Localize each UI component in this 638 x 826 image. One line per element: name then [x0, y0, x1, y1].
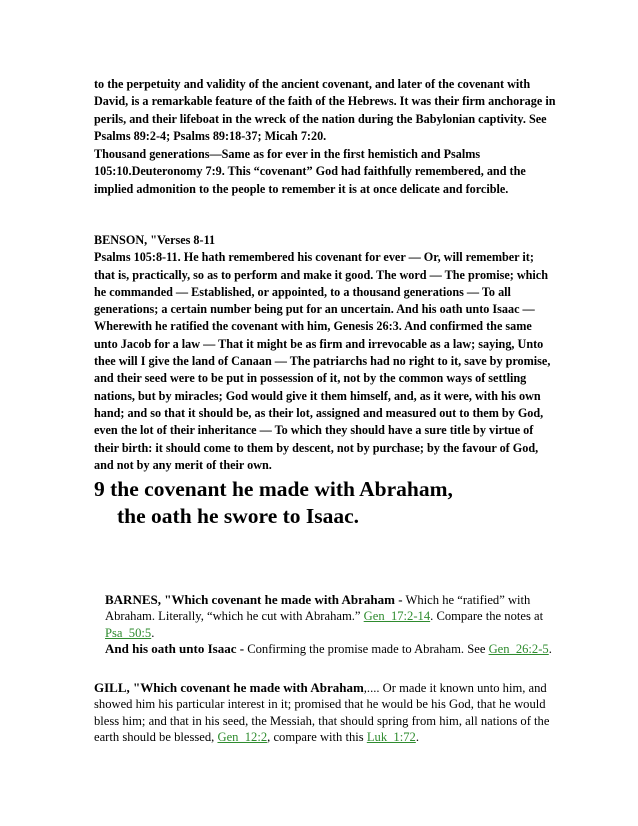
reference-link-psa-50[interactable]: Psa_50:5: [105, 625, 152, 640]
barnes-paragraph-2: [94, 641, 564, 657]
barnes-text-5: .: [548, 642, 552, 657]
benson-heading: BENSON, "Verses 8-11: [94, 233, 216, 247]
barnes-lead: BARNES, "Which covenant he made with Abraham -: [105, 592, 403, 607]
barnes-paragraph-1: [94, 592, 564, 641]
reference-link-gen-17[interactable]: Gen_17:2-14: [363, 609, 431, 624]
benson-body: Psalms 105:8-11. He hath remembered his covenant for ever — Or, will remember it; that is, practically, so as to perform and make it good. The word — The promise; which he commanded — Established, or appointed, to a thousand generations — To all generations; a certain number being put for an uncertain. And his oath unto Isaac — Wherewith he ratified the covenant with him, Genesis 26:3. And confirmed the same unto Jacob for a law — That it might be as firm and irrevocable as a law; saying, Unto thee will I give the land of Canaan — The patriarchs had no right to it, save by promise, and their seed were to be put in possession of it, not by the common ways of settling nations, but by miracles; God would give it them himself, and, as it were, with his own hand; and so that it should be, as their lot, assigned and measured out to them by God, even the lot of their inheritance — To which they should have a sure title by virtue of their birth: it should come to them by descent, not by purchase; by the favour of God, and not by any merit of their own.: [94, 250, 551, 472]
barnes-text-4: Confirming the promise made to Abraham. See: [244, 642, 489, 657]
barnes-text-1: Which he “ratified” with Abraham. Literally, “which he cut with Abraham.”: [105, 593, 531, 624]
gill-commentary: [94, 680, 564, 746]
gill-text-1: ,.... Or made it known unto him, and showed him his particular interest in it; promised that he would be his God, that he would bless him; and that in his seed, the Messiah, that should spring from him, all nations of the earth should be blessed,: [94, 681, 550, 745]
barnes-commentary: [94, 592, 564, 658]
reference-link-luk-1[interactable]: Luk_1:72: [366, 730, 416, 745]
commentary-paragraph-thousand-generations: Thousand generations—Same as for ever in the first hemistich and Psalms 105:10.Deuteronomy 7:9. This “covenant” God had faithfully remembered, and the implied admonition to the people to remember it is at once delicate and forcible.: [94, 147, 526, 196]
barnes-lead-2: And his oath unto Isaac -: [105, 641, 245, 657]
verse-line-2: the oath he swore to Isaac.: [117, 504, 360, 528]
gill-lead: GILL, "Which covenant he made with Abraham: [94, 680, 364, 695]
verse-line-1: 9 the covenant he made with Abraham,: [94, 477, 453, 501]
reference-link-gen-12[interactable]: Gen_12:2: [217, 730, 268, 745]
gill-text-3: .: [415, 730, 419, 745]
reference-link-gen-26[interactable]: Gen_26:2-5: [488, 642, 549, 657]
benson-commentary: [94, 232, 556, 474]
gill-text-2: , compare with this: [267, 730, 367, 745]
verse-heading: [94, 476, 574, 530]
commentary-paragraph-covenant: to the perpetuity and validity of the ancient covenant, and later of the covenant with David, is a remarkable feature of the faith of the Hebrews. It was their firm anchorage in perils, and their lifeboat in the wreck of the nation during the Babylonian captivity. See Psalms 89:2-4; Psalms 89:18-37; Micah 7:20.: [94, 77, 556, 143]
barnes-text-2: . Compare the notes at: [430, 609, 544, 624]
barnes-text-3: .: [151, 625, 155, 640]
